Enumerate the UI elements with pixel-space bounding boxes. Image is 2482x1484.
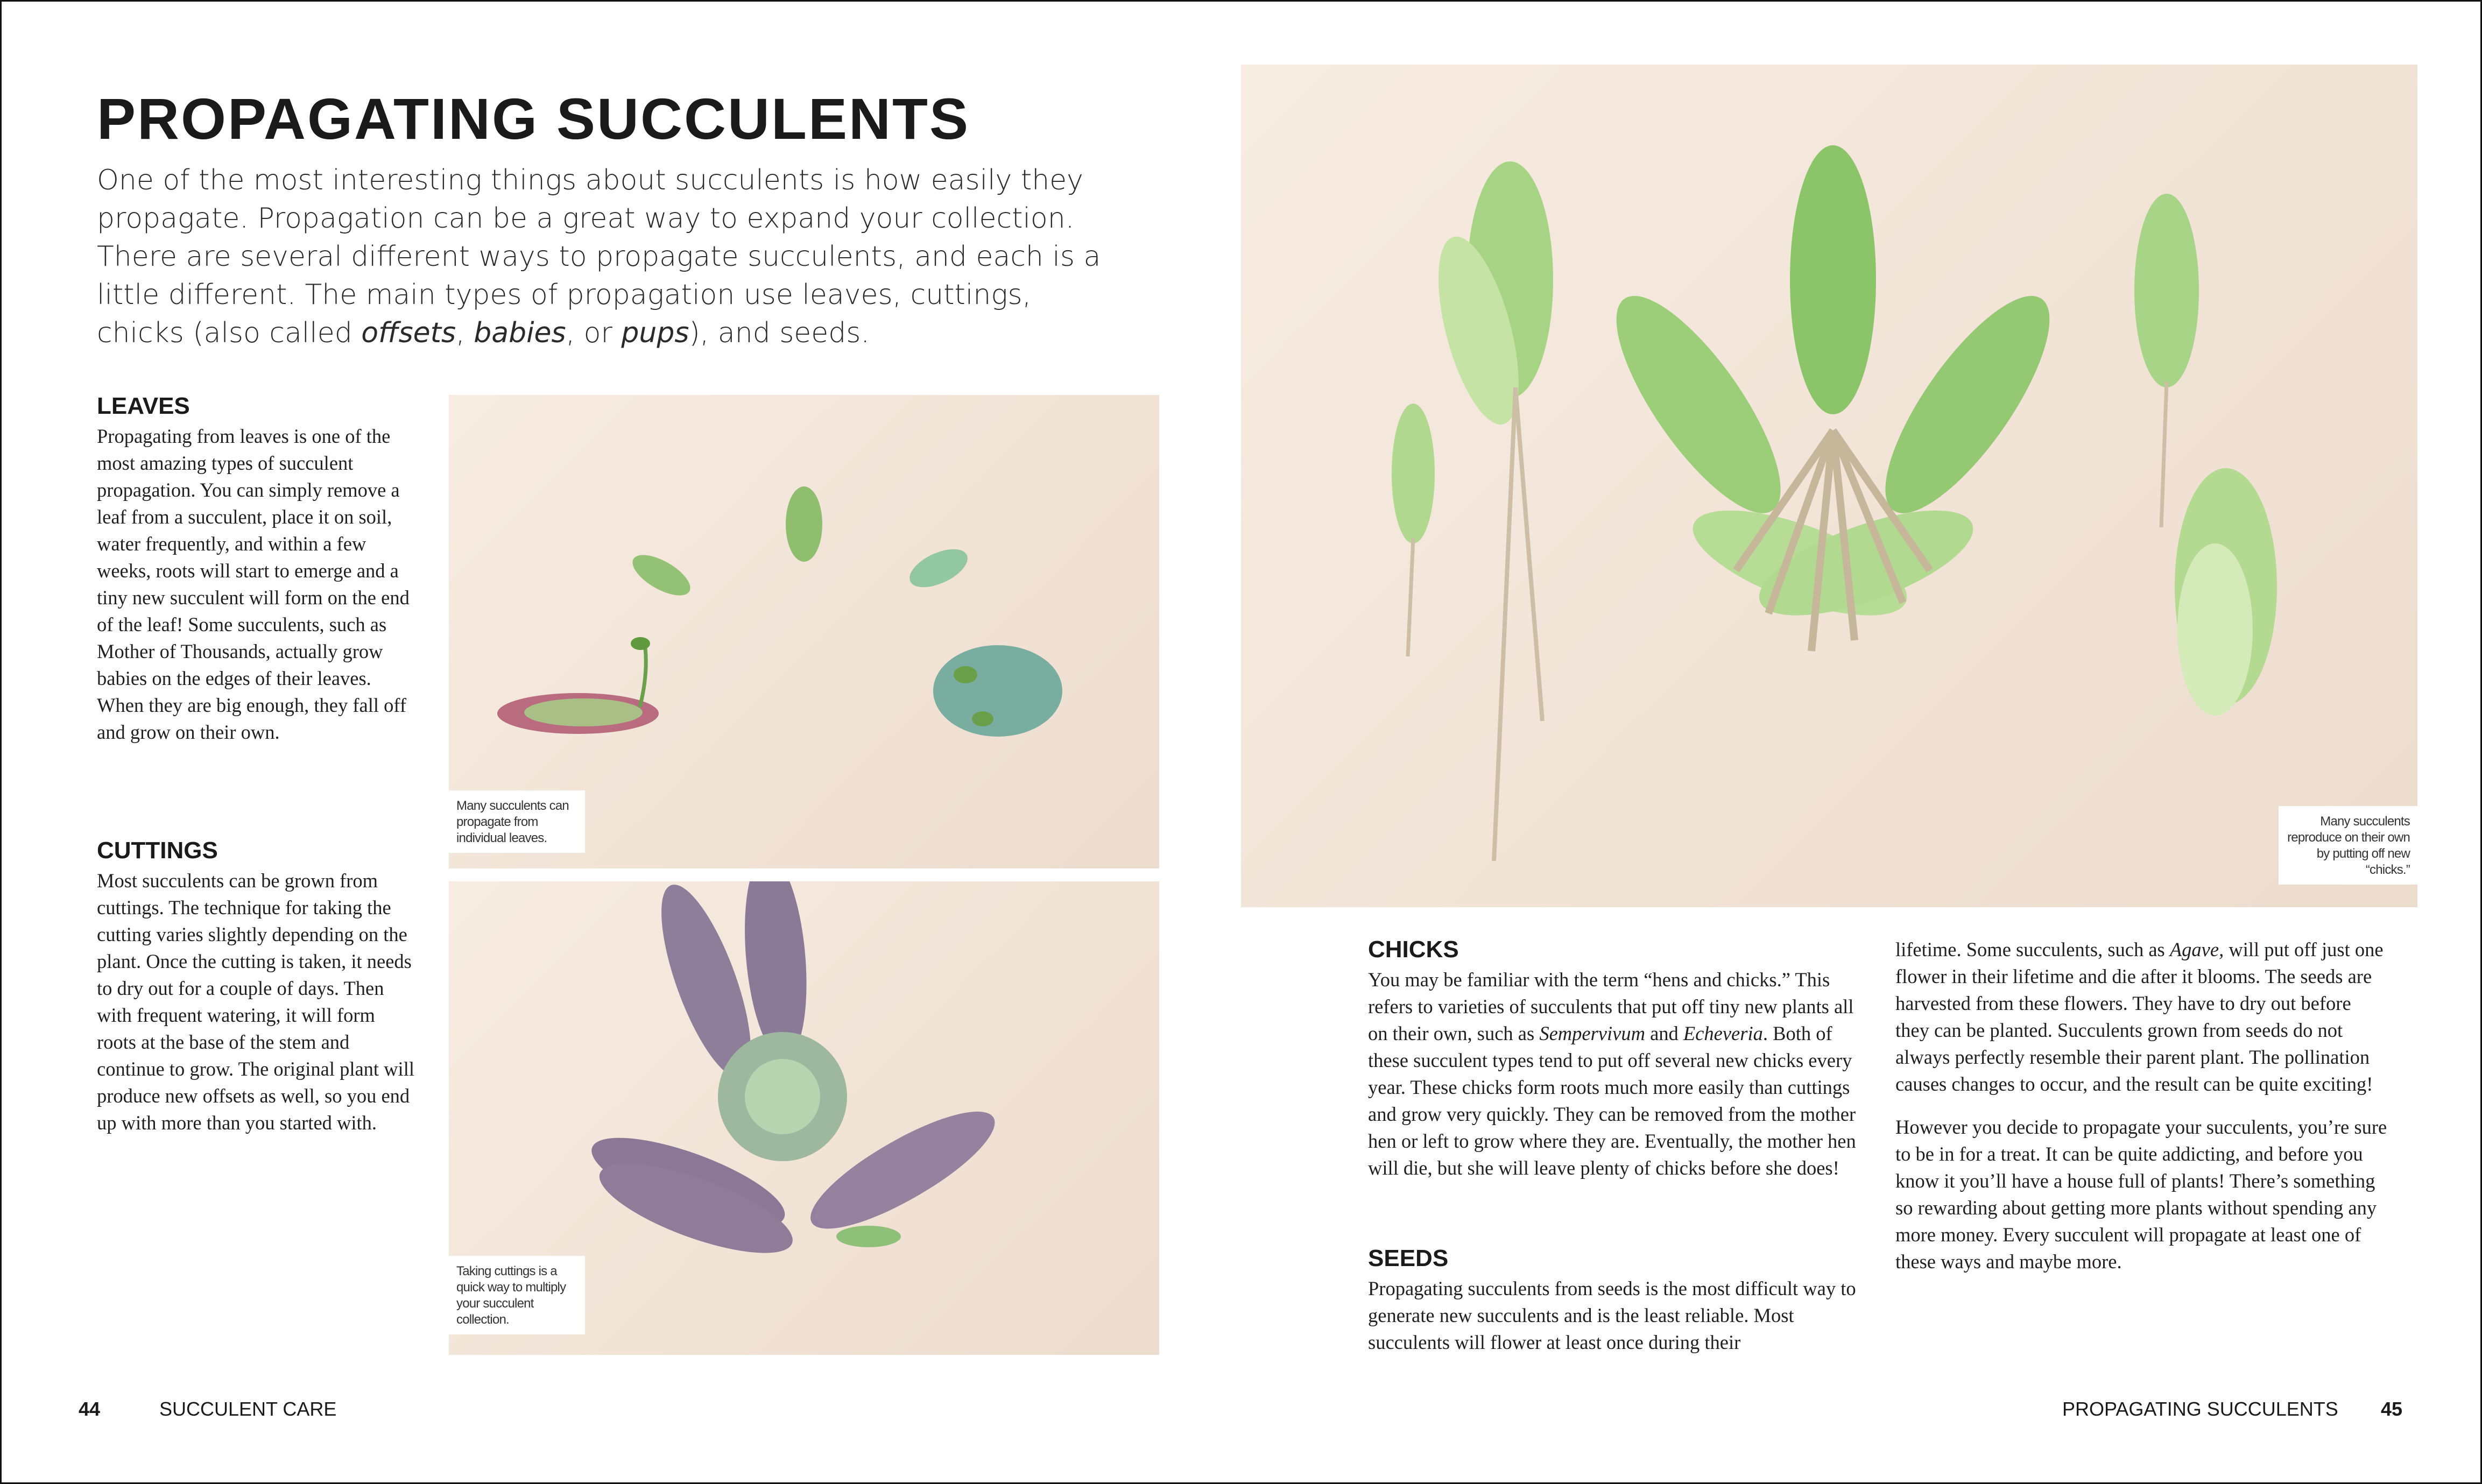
leaves-text: Propagating from leaves is one of the most amazing types of succulent propagation. You can simply remove a leaf from a succulent, place it on soil, water frequently, and within a few weeks, roots will start to emerge and a tiny new succulent will form on the end of the leaf! Some succulents, such as Mother of Thousands, actually grow babies on the edges of their leaves. When they are big enough, they fall off and grow on their own. bbox=[97, 425, 410, 743]
chicks-text bbox=[1368, 966, 1858, 1182]
leaf-cutting-icon bbox=[497, 486, 1062, 737]
seeds-text-column-2 bbox=[1895, 936, 2388, 1098]
seeds-heading: SEEDS bbox=[1368, 1245, 1449, 1271]
echeveria-rosette-icon bbox=[582, 881, 1008, 1271]
leaves-caption: Many succulents can propagate from individual leaves. bbox=[449, 790, 585, 853]
seeds-text-column-1: Propagating succulents from seeds is the most difficult way to generate new succulents and is the least reliable. Most succulents will flower at least once during their bbox=[1368, 1277, 1856, 1353]
intro-text-end: ), and seeds. bbox=[689, 317, 870, 349]
chicks-photo-illustration bbox=[1241, 65, 2417, 907]
intro-text-start: One of the most interesting things about succulents is how easily they propagate. Propagation can be a great way to expand your collection. There are several different ways to propagate succulents, and each is a little different. The main types of propagation use leaves, cuttings, chicks (also called bbox=[97, 164, 1101, 349]
seeds-text-2: will put off just one flower in their lifetime and die after it blooms. The seeds are harvested from these flowers. They have to dry out before they can be planted. Succulents grown from seeds do not always perfectly resemble their parent plant. The pollination causes changes to occur, and the result can be quite exciting! bbox=[1895, 938, 2384, 1095]
right-page-number: 45 bbox=[2381, 1398, 2403, 1420]
right-running-head: PROPAGATING SUCCULENTS bbox=[2062, 1398, 2338, 1420]
leaves-photo bbox=[449, 395, 1159, 868]
chicks-caption: Many succulents reproduce on their own by putting off new “chicks.” bbox=[2279, 806, 2417, 885]
chicks-photo bbox=[1241, 65, 2417, 907]
chicks-term-echeveria: Echeveria bbox=[1683, 1022, 1763, 1044]
chicks-text-2: and bbox=[1645, 1022, 1683, 1044]
haworthia-plant-icon bbox=[1392, 145, 2277, 861]
page-title: PROPAGATING SUCCULENTS bbox=[97, 86, 970, 151]
left-running-head: SUCCULENT CARE bbox=[159, 1398, 337, 1420]
seeds-text-agave-lead: lifetime. Some succulents, such as bbox=[1895, 938, 2170, 960]
chicks-term-sempervivum: Sempervivum bbox=[1539, 1022, 1645, 1044]
cuttings-caption: Taking cuttings is a quick way to multiply your succulent collection. bbox=[449, 1256, 585, 1334]
left-page-number: 44 bbox=[79, 1398, 101, 1420]
closing-text: However you decide to propagate your succulents, you’re sure to be in for a treat. It can be quite addicting, and before you know it you’ll have a house full of plants! There’s something so rewarding about getting more plants without spending any more money. Every succulent will propagate at least one of these ways and maybe more. bbox=[1895, 1116, 2387, 1273]
intro-term-pups: pups bbox=[621, 317, 689, 349]
seeds-term-agave: Agave, bbox=[2169, 938, 2224, 960]
intro-term-babies: babies bbox=[474, 317, 566, 349]
intro-term-offsets: offsets bbox=[361, 317, 456, 349]
intro-paragraph bbox=[97, 161, 1119, 352]
chicks-text-3: . Both of these succulent types tend to put off several new chicks every year. These chicks form roots much more easily than cuttings and grow very quickly. They can be removed from the mother hen or left to grow where they are. Eventually, the mother hen will die, but she will leave plenty of chicks before she does! bbox=[1368, 1022, 1856, 1179]
cuttings-text: Most succulents can be grown from cuttings. The technique for taking the cutting varies slightly depending on the plant. Once the cutting is taken, it needs to dry out for a couple of days. Then with frequent watering, it will form roots at the base of the stem and continue to grow. The original plant will produce new offsets as well, so you end up with more than you started with. bbox=[97, 870, 414, 1134]
leaves-heading: LEAVES bbox=[97, 393, 190, 419]
intro-separator: , or bbox=[566, 317, 622, 349]
right-column bbox=[1895, 936, 2388, 1275]
cuttings-heading: CUTTINGS bbox=[97, 837, 218, 864]
intro-separator: , bbox=[456, 317, 474, 349]
chicks-text-1: You may be familiar with the term “hens and chicks.” This refers to varieties of succulents that put off tiny new plants all on their own, such as bbox=[1368, 969, 1854, 1044]
chicks-heading: CHICKS bbox=[1368, 936, 1459, 963]
cuttings-photo bbox=[449, 881, 1159, 1355]
